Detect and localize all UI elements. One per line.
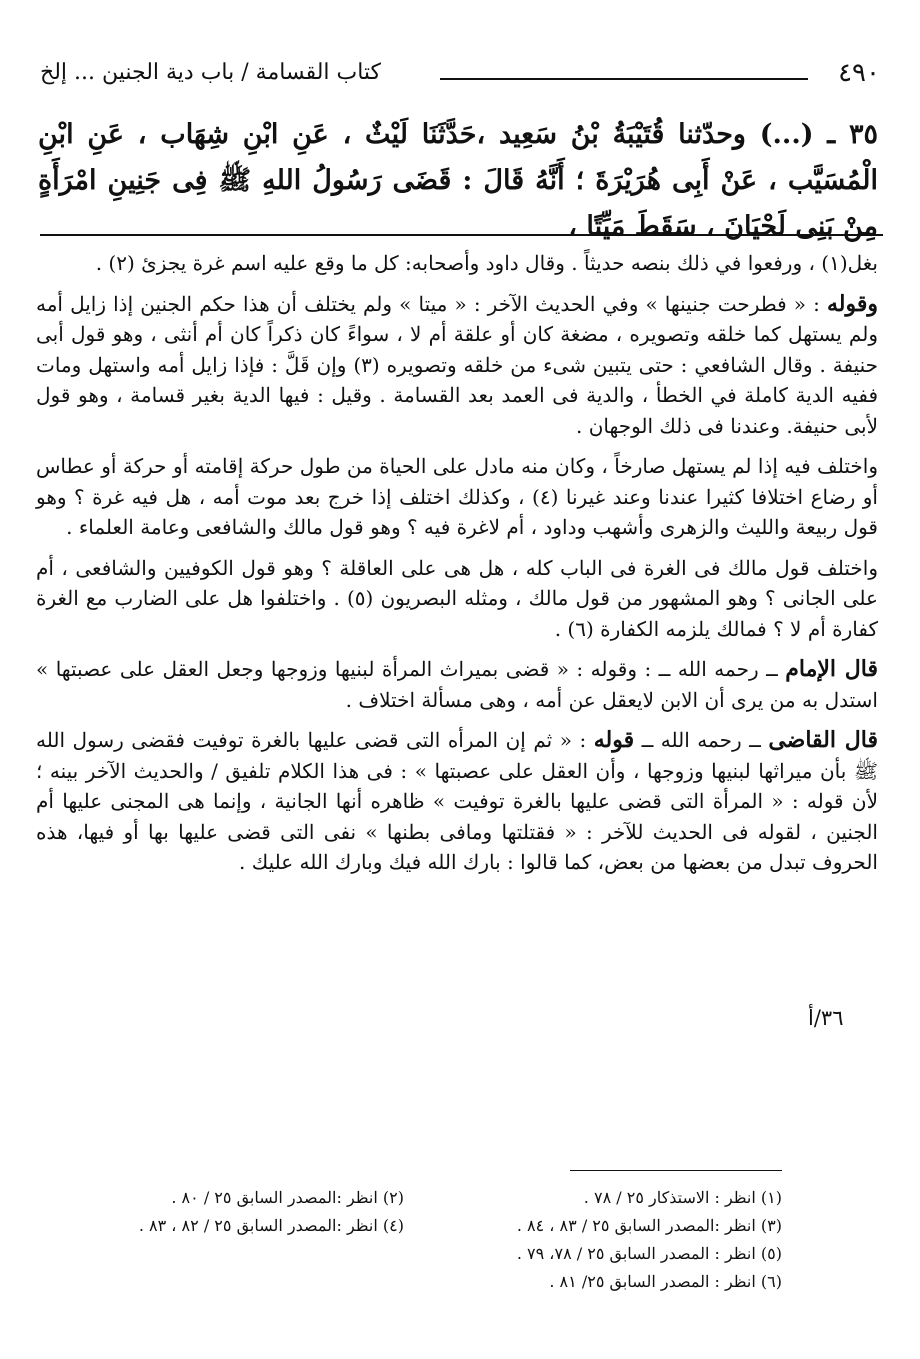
paragraph-6-lead: قال القاضى bbox=[768, 727, 878, 753]
paragraph-2-lead: وقوله bbox=[826, 290, 878, 317]
paragraph-5-text: ــ رحمه الله ــ : وقوله : « قضى بميراث المرأة لبنيها وزوجها وجعل العقل على عصبتها » استدل به من يرى أن الابن لايعقل عن أمه ، وهى مسألة اختلاف . bbox=[36, 657, 878, 712]
footnote-1: (١) انظر : الاستذكار ٢٥ / ٧٨ . bbox=[583, 1188, 782, 1207]
paragraph-2-text: : « فطرحت جنينها » وفي الحديث الآخر : « ميتا » ولم يختلف أن هذا حكم الجنين إذا زايل أمه ولم يستهل كما خلقه وتصويره ، مضغة كان أو علقة أم لا ، سواءً كان ذكراً كان أم أنثى ، وهو قول أبى حنيفة . وقال الشافعي : حتى يتبين شىء من خلقه وتصويره (٣) وإن قَلَّ : فإذا زايل أمه واستهل ومات ففيه الدية كاملة في الخطأ ، والدية فى العمد بعد القسامة . وقيل : فيها الدية بغير قسامة ، وهو قول لأبى حنيفة. وعندنا فى ذلك الوجهان . bbox=[36, 291, 878, 438]
footnote-row bbox=[44, 1184, 782, 1212]
paragraph-4: واختلف قول مالك فى الغرة فى الباب كله ، هل هى على العاقلة ؟ وهو قول الكوفيين والشافعى ، أم على الجانى ؟ وهو المشهور من قول مالك ، ومثله البصريون (٥) . واختلفوا هل على الضارب مع الغرة كفارة أم لا ؟ فمالك يلزمه الكفارة (٦) . bbox=[36, 555, 878, 641]
footnote-3: (٣) انظر :المصدر السابق ٢٥ / ٨٣ ، ٨٤ . bbox=[516, 1216, 782, 1235]
paragraph-5-lead: قال الإمام bbox=[785, 656, 879, 682]
paragraph-6 bbox=[36, 725, 878, 878]
paragraph-3: واختلف فيه إذا لم يستهل صارخاً ، وكان منه مادل على الحياة من طول حركة إقامته أو حركة أو عطاس أو رضاع اختلافا كثيرا عندنا وعند غيرنا (٤) ، وكذلك اختلف إذا خرج بعد موت أمه ، هل فيه غرة ؟ وهو قول ربيعة والليث والزهرى وأشهب وداود ، أم لاغرة فيه ؟ وهو قول مالك والشافعى وعامة العلماء . bbox=[36, 454, 878, 539]
footnotes bbox=[44, 1184, 782, 1296]
hadith-number: ٣٥ ـ (...) bbox=[759, 119, 878, 150]
paragraph-5 bbox=[36, 654, 878, 715]
paragraph-6-mid: ــ رحمه الله ــ bbox=[641, 728, 761, 752]
running-title: كتاب القسامة / باب دية الجنين ... إلخ bbox=[40, 60, 382, 85]
footnote-row bbox=[44, 1268, 782, 1296]
footnote-row bbox=[44, 1240, 782, 1268]
page-number: ٤٩٠ bbox=[838, 58, 880, 88]
header-rule bbox=[440, 78, 808, 80]
paragraph-6-text: : « ثم إن المرأه التى قضى عليها بالغرة توفيت فقضى رسول الله ﷺ بأن ميراثها لبنيها وزوجها ، وأن العقل على عصبتها » : فى هذا الكلام تلفيق / والحديث الآخر بينه ؛ لأن قوله : « المرأة التى قضى عليها بالغرة توفيت » ظاهره أنها الجانية ، وإنما هى المجنى عليها أم الجنين ، لقوله فى الحديث للآخر : « فقتلتها ومافى بطنها » نفى التى قضى عليها بها أو فيها، هذه الحروف تبدل من بعضها من بعض، كما قالوا : بارك الله فيك وبارك الله عليك . bbox=[36, 728, 879, 874]
margin-note: ٣٦/أ bbox=[808, 1006, 844, 1030]
hadith-body: وحدّثنا قُتَيْبَةُ بْنُ سَعِيد ،حَدَّثَنَا لَيْثٌ ، عَنِ ابْنِ شِهَاب ، عَنِ ابْنِ الْمُسَيَّب ، عَنْ أَبِى هُرَيْرَةَ ؛ أَنَّهُ قَالَ : قَضَى رَسُولُ اللهِ ﷺ فِى جَنِينِ امْرَأَةٍ مِنْ بَنِى لَحْيَانَ ، سَقَطَ مَيِّتًا ، bbox=[38, 119, 878, 242]
main-divider bbox=[40, 234, 883, 236]
paragraph-2 bbox=[36, 289, 878, 442]
footnote-row bbox=[44, 1212, 782, 1240]
paragraph-6-lead2: قوله bbox=[593, 727, 635, 753]
hadith-text bbox=[38, 112, 878, 250]
page-header bbox=[40, 58, 880, 98]
footnote-5: (٥) انظر : المصدر السابق ٢٥ / ٧٨، ٧٩ . bbox=[516, 1244, 782, 1263]
paragraph-1: بغل(١) ، ورفعوا في ذلك بنصه حديثاً . وقال داود وأصحابه: كل ما وقع عليه اسم غرة يجزئ (٢) . bbox=[95, 251, 878, 275]
footnote-6: (٦) انظر : المصدر السابق ٢٥/ ٨١ . bbox=[549, 1272, 782, 1291]
footnote-divider bbox=[570, 1170, 782, 1171]
footnote-4: (٤) انظر :المصدر السابق ٢٥ / ٨٢ ، ٨٣ . bbox=[138, 1216, 404, 1235]
commentary-body bbox=[36, 248, 878, 888]
footnote-2: (٢) انظر :المصدر السابق ٢٥ / ٨٠ . bbox=[171, 1188, 404, 1207]
